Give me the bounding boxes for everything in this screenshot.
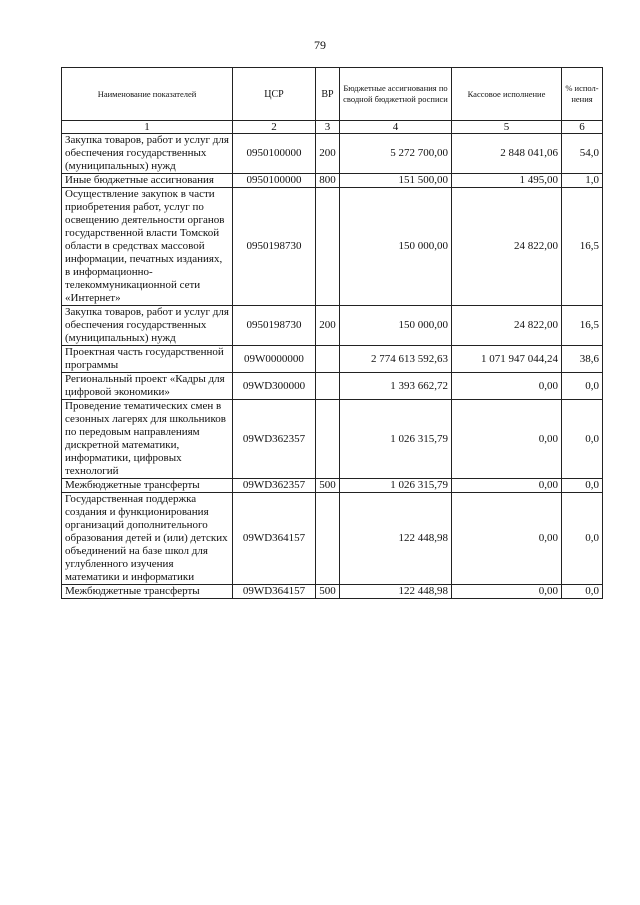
row-budget-cell: 1 026 315,79 [340,479,452,493]
row-name-cell: Проведение тематических смен в сезонных лагерях для школьников по передовым направлениям дискретной математики, информатики, цифровых технологий [62,400,233,479]
header-csr: ЦСР [233,68,316,121]
row-name-cell: Осуществление закупок в части приобретения работ, услуг по освещению деятельности органов государственной власти Томской области в средствах массовой информации, печатных изданиях, в информационно-телекоммуникационной сети «Интернет» [62,188,233,306]
table-row [62,479,603,493]
row-vr-cell: 500 [316,479,340,493]
row-percent-cell: 16,5 [562,188,603,306]
column-number: 1 [62,121,233,134]
row-name-cell: Государственная поддержка создания и функционирования организаций дополнительного образования детей и (или) детских объединений на базе школ для углубленного изучения математики и информатики [62,493,233,585]
row-cash-cell: 0,00 [452,585,562,599]
row-cash-cell: 0,00 [452,400,562,479]
row-cash-cell: 24 822,00 [452,306,562,346]
table-row [62,188,603,306]
page-number: 79 [314,38,326,52]
row-percent-cell: 38,6 [562,346,603,373]
row-cash-cell: 0,00 [452,493,562,585]
header-name: Наименование показателей [62,68,233,121]
row-csr-cell: 0950198730 [233,306,316,346]
budget-execution-table [61,67,603,599]
row-vr-cell [316,373,340,400]
row-vr-cell [316,400,340,479]
row-name-cell: Региональный проект «Кадры для цифровой экономики» [62,373,233,400]
row-percent-cell: 0,0 [562,479,603,493]
row-vr-cell: 200 [316,306,340,346]
row-budget-cell: 1 393 662,72 [340,373,452,400]
column-number: 3 [316,121,340,134]
row-budget-cell: 150 000,00 [340,306,452,346]
row-percent-cell: 1,0 [562,174,603,188]
row-vr-cell [316,188,340,306]
table-row [62,585,603,599]
table-body [62,121,603,599]
row-budget-cell: 1 026 315,79 [340,400,452,479]
row-percent-cell: 16,5 [562,306,603,346]
row-name-cell: Закупка товаров, работ и услуг для обеспечения государственных (муниципальных) нужд [62,306,233,346]
row-vr-cell [316,346,340,373]
row-cash-cell: 0,00 [452,479,562,493]
row-name-cell: Закупка товаров, работ и услуг для обеспечения государственных (муниципальных) нужд [62,134,233,174]
row-csr-cell: 09WD362357 [233,479,316,493]
row-csr-cell: 09WD362357 [233,400,316,479]
row-budget-cell: 151 500,00 [340,174,452,188]
row-percent-cell: 0,0 [562,585,603,599]
column-number-row [62,121,603,134]
table-header-row [62,68,603,121]
column-number: 5 [452,121,562,134]
row-percent-cell: 0,0 [562,400,603,479]
header-percent: % испол-нения [562,68,603,121]
table-row [62,400,603,479]
row-csr-cell: 0950198730 [233,188,316,306]
column-number: 6 [562,121,603,134]
row-budget-cell: 5 272 700,00 [340,134,452,174]
table-row [62,306,603,346]
row-csr-cell: 09WD300000 [233,373,316,400]
row-budget-cell: 150 000,00 [340,188,452,306]
header-budget: Бюджетные ассигнования по сводной бюджетной росписи [340,68,452,121]
row-budget-cell: 122 448,98 [340,493,452,585]
row-cash-cell: 0,00 [452,373,562,400]
row-percent-cell: 0,0 [562,493,603,585]
row-csr-cell: 0950100000 [233,174,316,188]
row-vr-cell: 800 [316,174,340,188]
row-cash-cell: 1 071 947 044,24 [452,346,562,373]
table-row [62,493,603,585]
row-vr-cell: 200 [316,134,340,174]
row-csr-cell: 09W0000000 [233,346,316,373]
table-row [62,373,603,400]
header-vr: ВР [316,68,340,121]
row-budget-cell: 122 448,98 [340,585,452,599]
row-cash-cell: 2 848 041,06 [452,134,562,174]
row-percent-cell: 0,0 [562,373,603,400]
column-number: 4 [340,121,452,134]
table-row [62,174,603,188]
row-name-cell: Проектная часть государственной программы [62,346,233,373]
column-number: 2 [233,121,316,134]
row-budget-cell: 2 774 613 592,63 [340,346,452,373]
row-cash-cell: 24 822,00 [452,188,562,306]
row-name-cell: Межбюджетные трансферты [62,585,233,599]
row-name-cell: Межбюджетные трансферты [62,479,233,493]
row-cash-cell: 1 495,00 [452,174,562,188]
row-csr-cell: 09WD364157 [233,493,316,585]
row-vr-cell [316,493,340,585]
row-name-cell: Иные бюджетные ассигнования [62,174,233,188]
header-cash: Кассовое исполнение [452,68,562,121]
row-percent-cell: 54,0 [562,134,603,174]
row-vr-cell: 500 [316,585,340,599]
row-csr-cell: 09WD364157 [233,585,316,599]
table-row [62,134,603,174]
row-csr-cell: 0950100000 [233,134,316,174]
table-row [62,346,603,373]
